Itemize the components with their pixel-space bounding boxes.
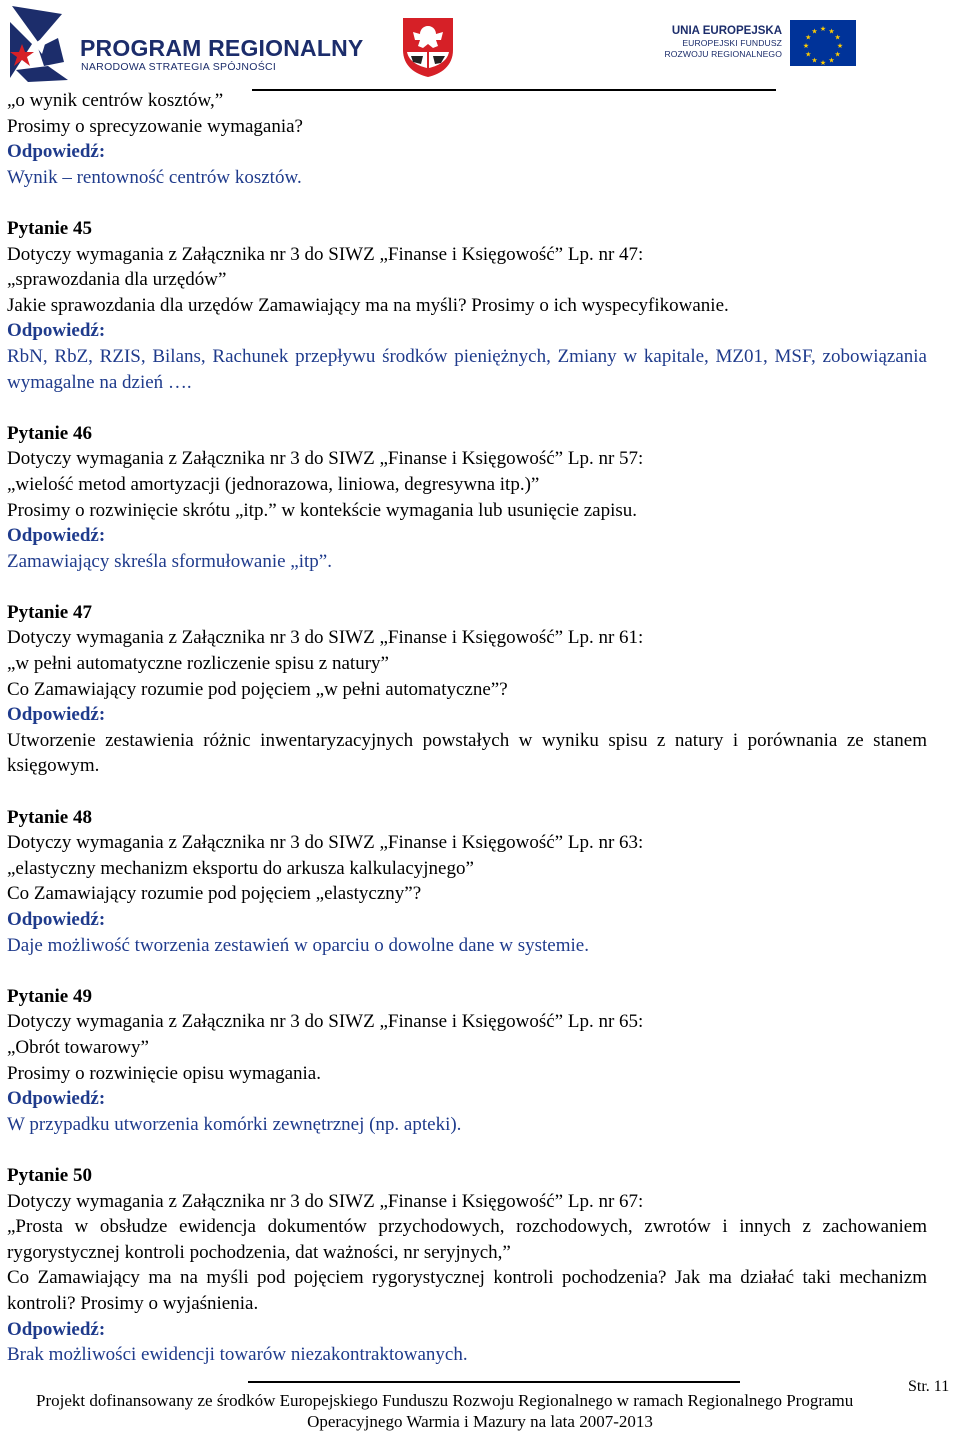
question-title: Pytanie 49 xyxy=(7,985,92,1007)
answer-text: Zamawiający skreśla sformułowanie „itp”. xyxy=(7,550,332,572)
svg-text:★: ★ xyxy=(811,56,818,65)
question-title: Pytanie 50 xyxy=(7,1164,92,1186)
intro-block xyxy=(7,88,927,190)
question-text: Co Zamawiający ma na myśli pod pojęciem rygorystycznej kontroli pochodzenia? Jak ma działać taki mechanizm kontroli? Prosimy o wyjaśnienia. xyxy=(7,1267,927,1314)
svg-text:★: ★ xyxy=(802,42,810,50)
document-body xyxy=(7,88,927,1368)
question-quote: „Obrót towarowy” xyxy=(7,1036,149,1058)
svg-text:★: ★ xyxy=(819,59,827,66)
answer-label: Odpowiedź: xyxy=(7,909,106,930)
nss-star-icon xyxy=(8,4,76,84)
question-block-46 xyxy=(7,421,927,575)
warmia-mazury-crest-icon xyxy=(401,16,455,78)
answer-text: Brak możliwości ewidencji towarów niezakontraktowanych. xyxy=(7,1344,468,1366)
svg-text:★: ★ xyxy=(805,50,812,59)
question-text: Prosimy o rozwinięcie opisu wymagania. xyxy=(7,1062,321,1084)
question-text: Co Zamawiający rozumie pod pojęciem „w pełni automatyczne”? xyxy=(7,678,508,700)
eu-line-3: ROZWOJU REGIONALNEGO xyxy=(664,49,782,59)
question-quote: „sprawozdania dla urzędów” xyxy=(7,269,227,291)
eu-line-1: UNIA EUROPEJSKA xyxy=(671,25,782,37)
question-text: Jakie sprawozdania dla urzędów Zamawiający ma na myśli? Prosimy o ich wyspecyfikowanie. xyxy=(7,294,729,316)
svg-text:★: ★ xyxy=(836,42,844,50)
footer-funding-line-2: Operacyjnego Warmia i Mazury na lata 2007-2013 xyxy=(307,1412,653,1431)
question-reference: Dotyczy wymagania z Załącznika nr 3 do SIWZ „Finanse i Księgowość” Lp. nr 63: xyxy=(7,832,644,854)
answer-text: Wynik – rentowność centrów kosztów. xyxy=(7,166,302,188)
svg-text:★: ★ xyxy=(805,33,812,42)
intro-quote: „o wynik centrów kosztów,” xyxy=(7,90,224,111)
answer-label: Odpowiedź: xyxy=(7,1088,106,1110)
question-title: Pytanie 48 xyxy=(7,806,92,828)
svg-text:★: ★ xyxy=(828,56,835,65)
answer-label: Odpowiedź: xyxy=(7,320,106,342)
question-reference: Dotyczy wymagania z Załącznika nr 3 do SIWZ „Finanse i Księgowość” Lp. nr 57: xyxy=(7,448,644,470)
question-title: Pytanie 46 xyxy=(7,422,92,444)
program-regionalny-logo xyxy=(4,4,364,82)
question-block-49 xyxy=(7,984,927,1138)
program-title: PROGRAM REGIONALNY xyxy=(80,35,364,61)
question-title: Pytanie 47 xyxy=(7,601,92,623)
question-reference: Dotyczy wymagania z Załącznika nr 3 do SIWZ „Finanse i Księgowość” Lp. nr 47: xyxy=(7,243,644,265)
eu-line-2: EUROPEJSKI FUNDUSZ xyxy=(682,38,782,48)
page-number: Str. 11 xyxy=(908,1378,950,1395)
question-title: Pytanie 45 xyxy=(7,217,92,239)
question-quote: „w pełni automatyczne rozliczenie spisu z natury” xyxy=(7,653,389,675)
answer-label: Odpowiedź: xyxy=(7,704,106,726)
question-quote: „Prosta w obsłudze ewidencja dokumentów przychodowych, rozchodowych, zwrotów i innych z zachowaniem rygorystycznej kontroli pochodzenia, dat ważności, nr seryjnych,” xyxy=(7,1216,927,1263)
eu-fund-caption xyxy=(658,24,782,60)
answer-text: Utworzenie zestawienia różnic inwentaryzacyjnych powstałych w wyniku spisu z natury i porównania ze stanem księgowym. xyxy=(7,729,927,777)
answer-label: Odpowiedź: xyxy=(7,141,106,163)
question-quote: „wielość metod amortyzacji (jednorazowa, liniowa, degresywna itp.)” xyxy=(7,473,540,495)
eu-flag-icon xyxy=(790,20,856,66)
answer-text: RbN, RbZ, RZIS, Bilans, Rachunek przepływu środków pieniężnych, Zmiany w kapitale, MZ01, MSF, zobowiązania wymagalne na dzień …. xyxy=(7,345,927,393)
question-block-48 xyxy=(7,805,927,959)
question-reference: Dotyczy wymagania z Załącznika nr 3 do SIWZ „Finanse i Księgowość” Lp. nr 61: xyxy=(7,627,644,649)
answer-text: Daje możliwość tworzenia zestawień w oparciu o dowolne dane w systemie. xyxy=(7,934,589,956)
answer-label: Odpowiedź: xyxy=(7,1318,106,1340)
intro-question: Prosimy o sprecyzowanie wymagania? xyxy=(7,115,303,137)
svg-text:★: ★ xyxy=(834,33,841,42)
question-block-45 xyxy=(7,216,927,395)
answer-text: W przypadku utworzenia komórki zewnętrznej (np. apteki). xyxy=(7,1113,462,1135)
question-text: Co Zamawiający rozumie pod pojęciem „elastyczny”? xyxy=(7,883,422,905)
answer-label: Odpowiedź: xyxy=(7,525,106,547)
question-text: Prosimy o rozwinięcie skrótu „itp.” w kontekście wymagania lub usunięcie zapisu. xyxy=(7,499,638,521)
question-quote: „elastyczny mechanizm eksportu do arkusza kalkulacyjnego” xyxy=(7,857,474,879)
page-header xyxy=(0,0,960,92)
footer-funding-line-1: Projekt dofinansowany ze środków Europejskiego Funduszu Rozwoju Regionalnego w ramach Regionalnego Programu xyxy=(36,1391,854,1410)
svg-text:★: ★ xyxy=(819,25,827,33)
svg-text:★: ★ xyxy=(828,27,835,36)
question-block-47 xyxy=(7,600,927,779)
svg-text:★: ★ xyxy=(834,50,841,59)
footer-divider xyxy=(248,1381,740,1383)
question-block-50 xyxy=(7,1163,927,1368)
program-subtitle: NARODOWA STRATEGIA SPÓJNOŚCI xyxy=(81,61,277,73)
question-reference: Dotyczy wymagania z Załącznika nr 3 do SIWZ „Finanse i Księgowość” Lp. nr 65: xyxy=(7,1011,644,1033)
question-reference: Dotyczy wymagania z Załącznika nr 3 do SIWZ „Finanse i Księgowość” Lp. nr 67: xyxy=(7,1190,644,1212)
svg-text:★: ★ xyxy=(811,27,818,36)
